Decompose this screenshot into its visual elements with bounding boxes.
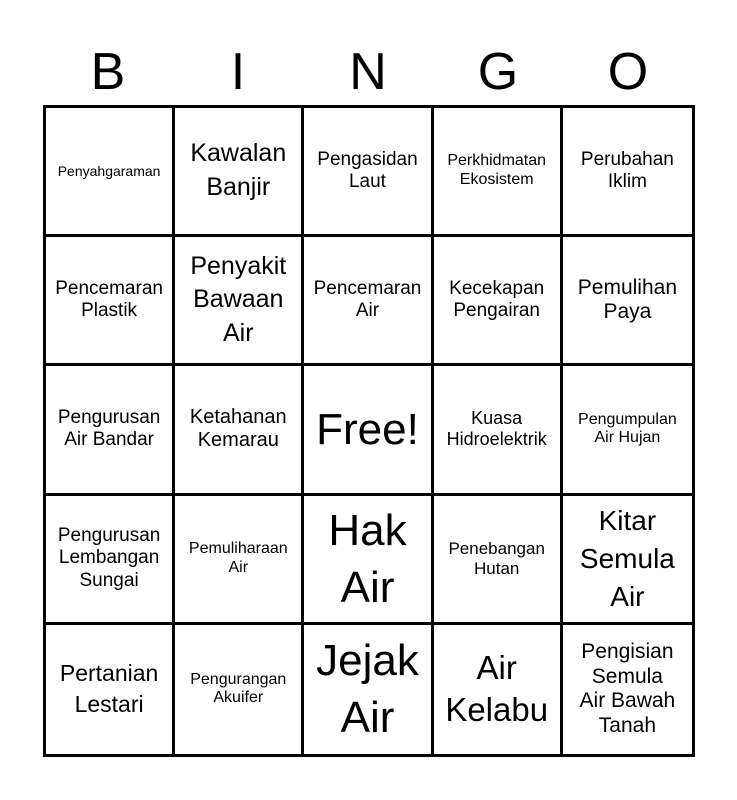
bingo-cell[interactable] (434, 625, 563, 754)
cell-label: Pengurusan Air Bandar (57, 407, 161, 451)
cell-label: Kitar Semula Air (579, 505, 675, 612)
cell-label: Kecekapan Pengairan (449, 277, 545, 322)
cell-label: Kawalan Banjir (190, 139, 287, 202)
header-letter-b: B (90, 43, 126, 101)
cell-label: Perkhidmatan Ekosistem (447, 152, 547, 189)
bingo-cell[interactable] (434, 237, 563, 366)
bingo-cell[interactable] (563, 496, 692, 625)
cell-label: Pencemaran Air (313, 277, 422, 322)
cell-label: Penyakit Bawaan Air (190, 251, 287, 348)
cell-label: Penyahgaraman (57, 162, 161, 179)
cell-label: Pengurusan Lembangan Sungai (57, 525, 161, 591)
bingo-cell[interactable] (563, 237, 692, 366)
bingo-cell[interactable] (46, 237, 175, 366)
cell-label: Penebangan Hutan (448, 538, 545, 578)
bingo-cell[interactable] (304, 625, 433, 754)
cell-label: Hak Air (328, 505, 407, 612)
bingo-cell[interactable] (563, 366, 692, 495)
bingo-cell[interactable] (434, 366, 563, 495)
bingo-cell[interactable] (175, 237, 304, 366)
bingo-cell[interactable] (46, 108, 175, 237)
header-letter-g: G (477, 43, 519, 101)
header-letter-i: I (230, 43, 246, 101)
cell-label: Pengurangan Akuifer (190, 670, 287, 707)
bingo-cell[interactable] (304, 237, 433, 366)
bingo-cell[interactable] (46, 496, 175, 625)
bingo-cell[interactable] (175, 625, 304, 754)
bingo-cell[interactable] (46, 625, 175, 754)
bingo-cell[interactable] (304, 108, 433, 237)
cell-label: Perubahan Iklim (580, 148, 674, 193)
cell-label: Jejak Air (316, 636, 419, 743)
bingo-cell[interactable] (175, 108, 304, 237)
cell-label: Pengasidan Laut (317, 148, 418, 193)
cell-label: Ketahanan Kemarau (189, 405, 287, 452)
bingo-header (43, 40, 693, 104)
bingo-cell[interactable] (434, 108, 563, 237)
cell-label: Kuasa Hidroelektrik (446, 408, 547, 450)
bingo-cell[interactable] (434, 496, 563, 625)
bingo-cell[interactable] (563, 625, 692, 754)
header-letter-n: N (349, 43, 387, 101)
cell-label: Pencemaran Plastik (55, 277, 163, 322)
cell-label: Pemuliharaan Air (188, 539, 288, 576)
bingo-cell[interactable] (175, 496, 304, 625)
bingo-cell[interactable] (175, 366, 304, 495)
cell-label: Pemulihan Paya (577, 275, 677, 324)
cell-label: Air Kelabu (445, 648, 549, 729)
bingo-cell[interactable] (304, 366, 433, 495)
header-letter-o: O (607, 43, 649, 101)
bingo-cell[interactable] (46, 366, 175, 495)
bingo-cell[interactable] (304, 496, 433, 625)
cell-label: Pengisian Semula Air Bawah Tanah (579, 639, 676, 738)
cell-label: Pengumpulan Air Hujan (578, 410, 677, 447)
cell-label: Pertanian Lestari (59, 660, 159, 718)
bingo-cell[interactable] (563, 108, 692, 237)
bingo-board (43, 105, 695, 757)
free-space-label: Free! (316, 404, 419, 454)
